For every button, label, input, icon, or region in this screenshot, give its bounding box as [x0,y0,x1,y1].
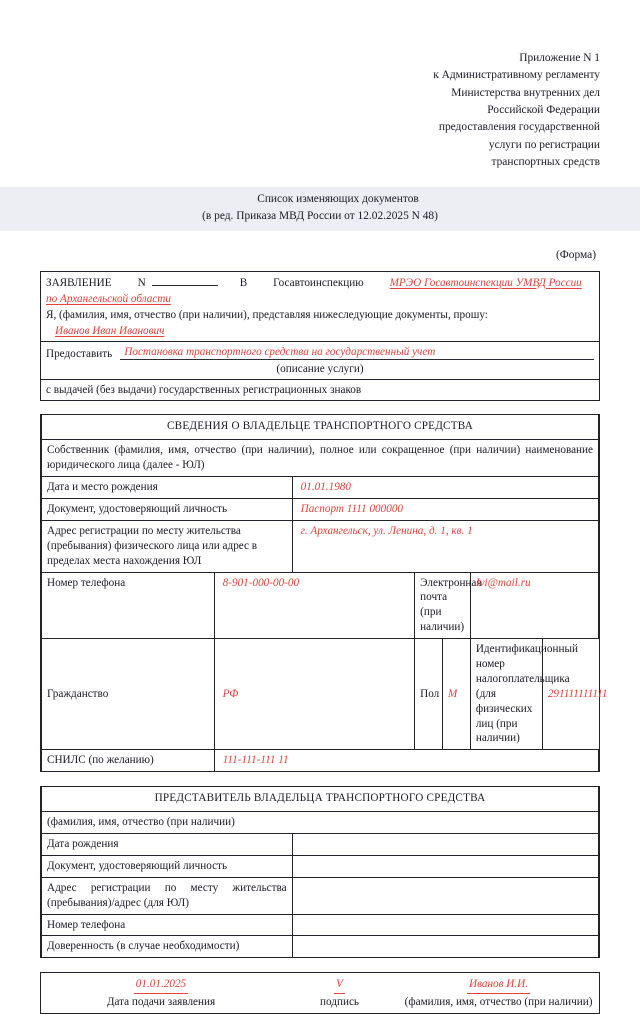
identity-doc-label: Документ, удостоверяющий личность [42,498,293,520]
table-row [42,572,599,639]
table-row [42,498,599,520]
service-caption: (описание услуги) [276,363,364,376]
header-line-4: Российской Федерации [487,103,600,116]
signature-date-caption: Дата подачи заявления [106,995,216,1008]
identity-doc-value[interactable]: Паспорт 1111 000000 [292,498,598,520]
signature-mark-column [281,978,398,1007]
provide-label: Предоставить [46,348,113,361]
gender-value[interactable]: М [443,639,471,750]
representative-fio-row [42,812,599,834]
signature-fio-value[interactable]: Иванов И.И. [467,978,530,993]
citizenship-label: Гражданство [42,639,215,750]
birth-label: Дата и место рождения [42,477,293,499]
applicant-name-value[interactable]: Иванов Иван Иванович [55,325,165,338]
signature-row [41,973,599,1012]
plates-line: с выдачей (без выдачи) государственных регистрационных знаков [46,384,362,397]
table-row [42,834,599,856]
inn-value[interactable]: 291111111111 [542,639,598,749]
rep-identity-doc-value[interactable] [292,855,598,877]
signature-date-value[interactable]: 01.01.2025 [134,978,188,993]
table-row [42,520,599,572]
phone-label: Номер телефона [42,572,215,639]
application-block [40,271,600,402]
signature-block [40,972,600,1013]
table-row [42,855,599,877]
inspection-row-cont [41,291,599,307]
provide-row [41,342,599,360]
signature-fio-caption: (фамилия, имя, отчество (при наличии) [404,995,593,1008]
address-value[interactable]: г. Архангельск, ул. Ленина, д. 1, кв. 1 [292,520,598,572]
revision-band [0,187,640,230]
inn-cell [470,639,608,750]
owner-title: СВЕДЕНИЯ О ВЛАДЕЛЬЦЕ ТРАНСПОРТНОГО СРЕДСТВА [42,415,599,439]
rep-birth-label: Дата рождения [42,834,293,856]
header-line-1: Приложение N 1 [519,52,600,64]
email-value[interactable]: Ivi@mail.ru [470,572,598,639]
rep-address-value[interactable] [292,877,598,914]
rep-poa-value[interactable] [292,936,598,957]
owner-table [41,415,608,771]
provide-value-field[interactable] [120,346,594,360]
rep-address-label: Адрес регистрации по месту жительства (пребывания)/адрес (для ЮЛ) [42,877,293,914]
signature-mark-caption: подпись [320,995,360,1008]
owner-block [40,414,608,772]
document-page [0,50,640,1008]
header-line-2: к Административному регламенту [433,69,600,82]
email-label: Электронная почта (при наличии) [415,572,471,639]
rep-phone-value[interactable] [292,914,598,936]
statement-number-input[interactable] [152,275,218,286]
rep-birth-value[interactable] [292,834,598,856]
signature-mark-value[interactable]: V [334,978,345,993]
statement-row [41,272,599,291]
representative-title-row [42,787,599,811]
table-row [42,639,599,750]
applicant-name-row [41,322,599,341]
snils-label: СНИЛС (по желанию) [42,750,215,771]
birth-value[interactable]: 01.01.1980 [292,477,598,499]
representative-table [41,787,599,957]
representative-block [40,786,600,958]
header-line-3: Министерства внутренних дел [451,86,600,99]
form-label: (Форма) [556,248,596,261]
header-line-6: услуги по регистрации [488,138,600,151]
address-label: Адрес регистрации по месту жительства (пребывания) физического лица или адрес в пределах места нахождения ЮЛ [42,520,293,572]
rep-identity-doc-label: Документ, удостоверяющий личность [42,855,293,877]
inn-subtable [471,639,608,749]
provide-value: Постановка транспортного средства на государственный учет [124,346,436,359]
inspection-label: Госавтоинспекцию [273,276,364,289]
owner-caption: Собственник (фамилия, имя, отчество (при наличии), полное или сокращенное (при наличии) наименование юридического лица (далее - ЮЛ) [42,440,599,477]
inspection-value-continued[interactable]: по Архангельской области [46,292,171,305]
table-row [42,914,599,936]
document-header [0,50,600,171]
rep-poa-label: Доверенность (в случае необходимости) [42,936,293,957]
snils-value[interactable]: 111-111-111 11 [214,750,598,771]
header-line-5: предоставления государственной [438,121,600,134]
inspection-value[interactable]: МРЭО Госавтоинспекции УМВД России [389,276,582,289]
preposition-v: В [239,276,248,289]
inn-label: Идентификационный номер налогоплательщика (для физических лиц (при наличии) [471,639,542,749]
table-row [42,877,599,914]
phone-value[interactable]: 8-901-000-00-00 [214,572,415,639]
owner-title-row [42,415,599,439]
statement-word: ЗАЯВЛЕНИЕ [46,276,112,289]
representative-title: ПРЕДСТАВИТЕЛЬ ВЛАДЕЛЬЦА ТРАНСПОРТНОГО СРЕДСТВА [42,787,599,811]
revision-reference: (в ред. Приказа МВД России от 12.02.2025 N 48) [202,210,438,223]
statement-number-label: N [137,276,146,289]
representative-fio-caption: (фамилия, имя, отчество (при наличии) [42,812,599,834]
rep-phone-label: Номер телефона [42,914,293,936]
revision-title: Список изменяющих документов [257,193,419,206]
header-line-7: транспортных средств [491,155,600,168]
signature-fio-column [398,978,599,1007]
table-row [42,936,599,957]
table-row [42,750,599,771]
gender-label: Пол [415,639,443,750]
signature-date-column [41,978,281,1007]
table-row [42,477,599,499]
citizenship-value[interactable]: РФ [214,639,415,750]
owner-caption-row [42,440,599,477]
intro-text: Я, (фамилия, имя, отчество (при наличии), представляя нижеследующие документы, прошу: [46,309,488,322]
